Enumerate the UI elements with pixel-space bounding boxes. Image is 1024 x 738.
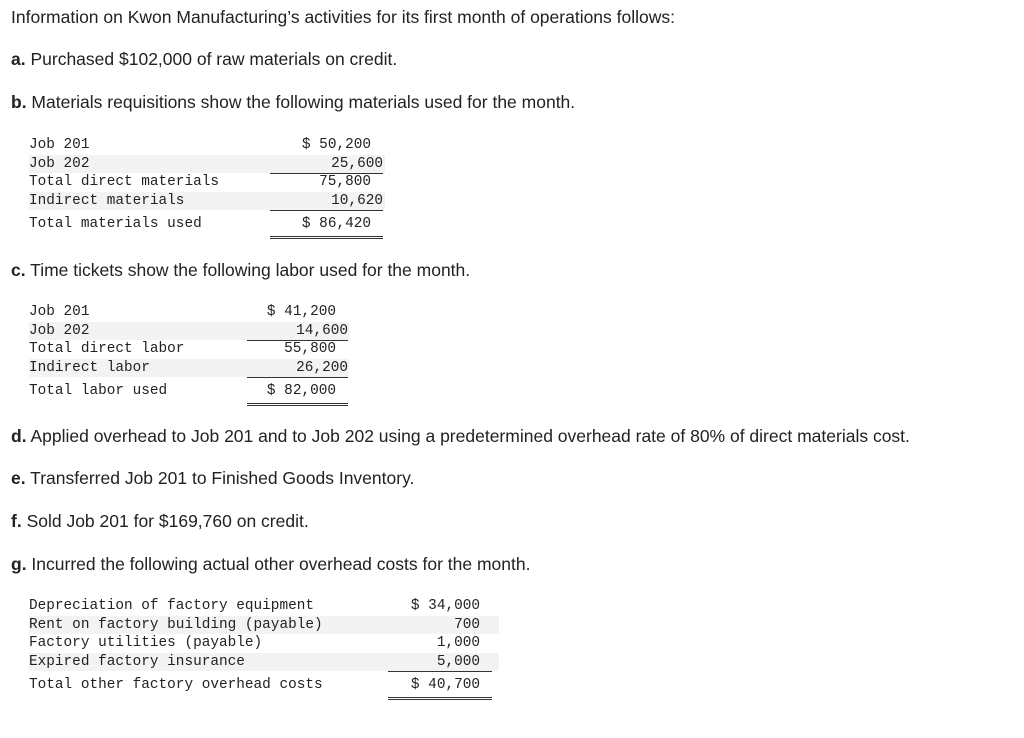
item-c [11,259,470,281]
table-row [29,303,349,322]
row-amount: 14,600 [247,322,348,342]
row-label: Job 201 [29,304,90,320]
row-label: Job 202 [29,322,90,339]
table-row [29,192,385,211]
item-f-text: Sold Job 201 for $169,760 on credit. [21,511,309,531]
row-label: Total direct materials [29,174,219,190]
item-b-text: Materials requisitions show the following materials used for the month. [26,92,576,112]
row-label: Depreciation of factory equipment [29,598,314,614]
row-amount: 26,200 [247,359,348,379]
row-label: Expired factory insurance [29,653,245,670]
item-e [11,467,414,489]
row-amount: 5,000 [388,653,492,673]
row-label: Indirect materials [29,192,185,209]
table-total-row [29,673,499,697]
row-amount: $ 41,200 [266,304,336,320]
table-row [29,634,499,653]
item-a-letter: a. [11,49,26,69]
table-row [29,616,499,635]
item-b-letter: b. [11,92,27,112]
item-e-letter: e. [11,468,26,488]
item-d-text: Applied overhead to Job 201 and to Job 202 using a predetermined overhead rate of 80% of direct materials cost. [26,426,910,446]
table-total-row [29,212,385,236]
row-amount: 55,800 [284,341,336,357]
item-g [11,553,530,575]
table-row [29,322,349,341]
item-g-text: Incurred the following actual other overhead costs for the month. [26,554,531,574]
row-amount: 75,800 [319,174,371,190]
row-label: Total other factory overhead costs [29,677,323,693]
row-amount: $ 82,000 [247,379,348,406]
table-row [29,653,499,672]
item-d-letter: d. [11,426,27,446]
table-row [29,155,385,174]
row-amount: $ 34,000 [410,598,480,614]
row-amount: 10,620 [270,192,383,212]
item-f [11,510,309,532]
row-label: Factory utilities (payable) [29,635,263,651]
row-label: Rent on factory building (payable) [29,616,323,633]
item-g-letter: g. [11,554,27,574]
row-amount: $ 40,700 [388,673,492,700]
row-label: Total direct labor [29,341,185,357]
item-d [11,425,910,447]
table-row [29,340,349,359]
item-f-letter: f. [11,511,22,531]
row-label: Total labor used [29,383,168,399]
row-label: Indirect labor [29,359,150,376]
item-e-text: Transferred Job 201 to Finished Goods Inventory. [25,468,415,488]
materials-table [29,136,385,236]
table-row [29,359,349,378]
table-total-row [29,379,349,403]
row-amount: $ 86,420 [270,212,383,239]
row-label: Total materials used [29,216,202,232]
item-b [11,91,575,113]
overhead-table [29,597,499,697]
table-row [29,597,499,616]
item-a [11,48,397,70]
row-amount: 700 [454,616,480,633]
table-row [29,173,385,192]
row-amount: 25,600 [270,155,383,175]
table-row [29,136,385,155]
item-c-text: Time tickets show the following labor used for the month. [25,260,471,280]
row-amount: 1,000 [436,635,480,651]
item-c-letter: c. [11,260,26,280]
row-label: Job 202 [29,155,90,172]
item-a-text: Purchased $102,000 of raw materials on credit. [25,49,398,69]
labor-table [29,303,349,403]
intro-text: Information on Kwon Manufacturing’s activities for its first month of operations follows: [11,7,676,27]
row-amount: $ 50,200 [301,137,371,153]
row-label: Job 201 [29,137,90,153]
